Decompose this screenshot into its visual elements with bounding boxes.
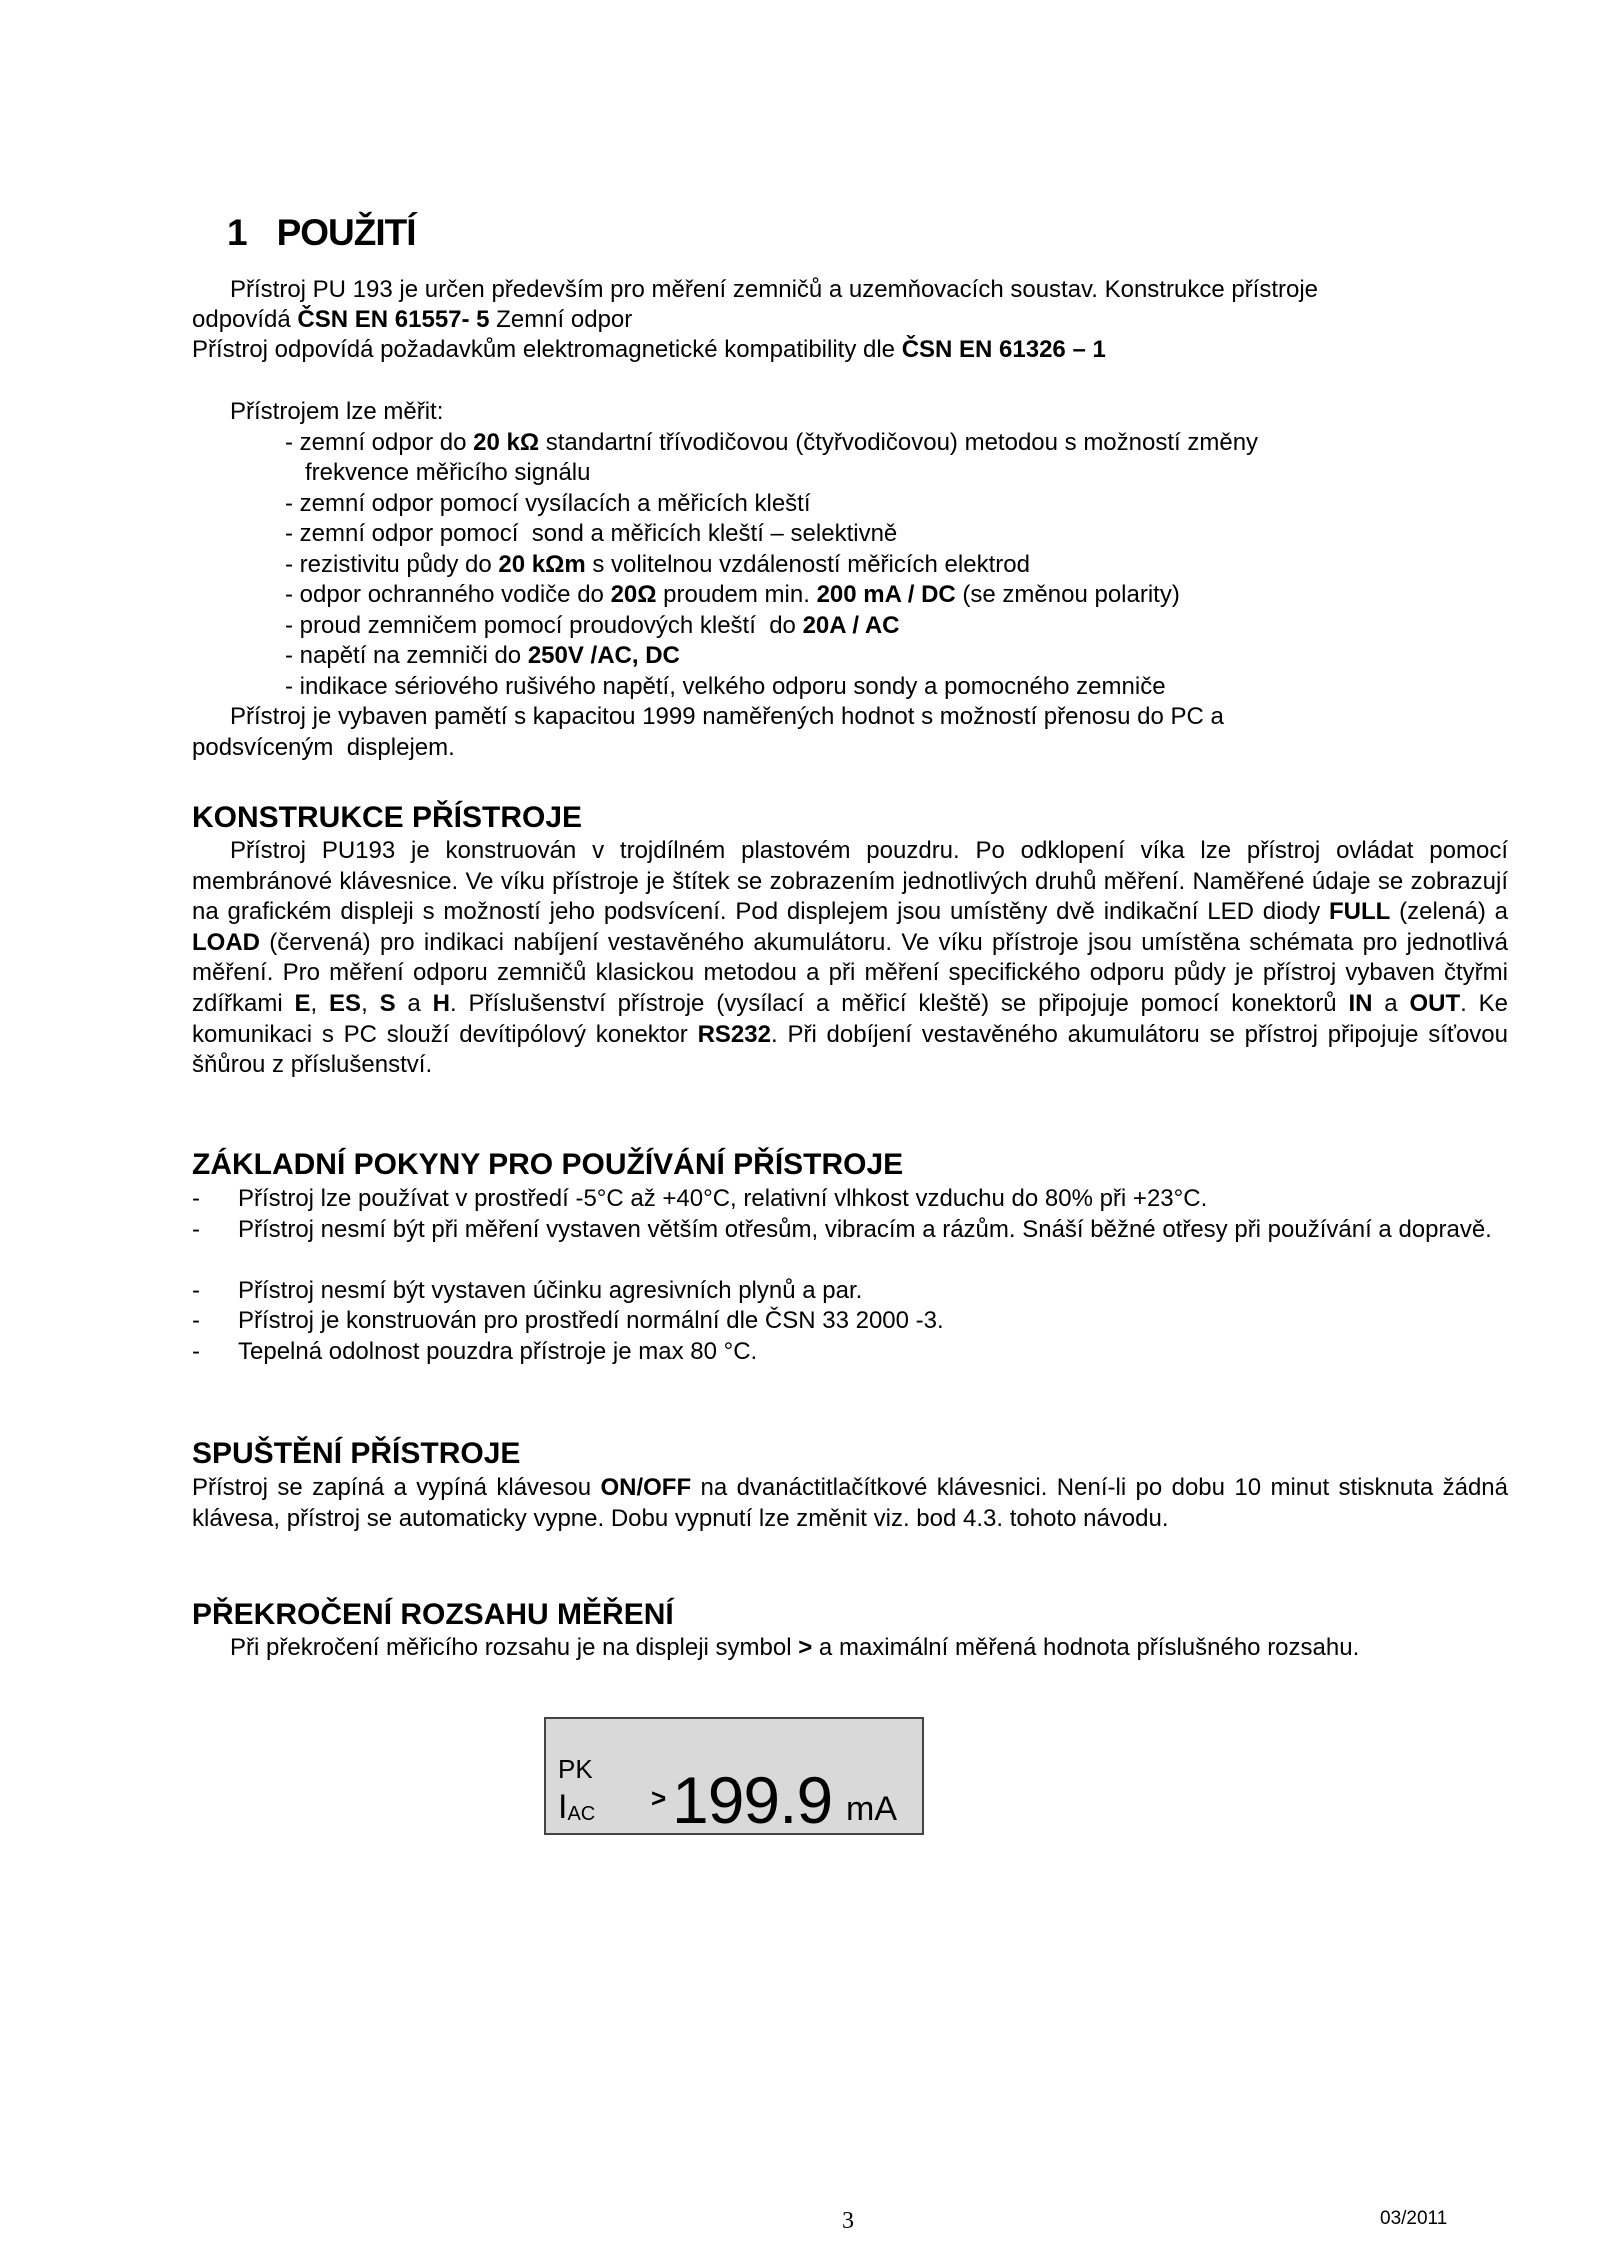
list-item: - Tepelná odolnost pouzdra přístroje je max 80 °C. [192,1338,758,1365]
prekroceni-heading: PŘEKROČENÍ ROZSAHU MĚŘENÍ [192,1598,674,1631]
measure-item: - zemní odpor pomocí sond a měřicích kleští – selektivně [285,520,898,547]
measure-item: - indikace sériového rušivého napětí, velkého odporu sondy a pomocného zemniče [285,673,1166,700]
intro-line: Přístroj odpovídá požadavkům elektromagnetické kompatibility dle ČSN EN 61326 – 1 [192,336,1106,363]
measure-item: - zemní odpor do 20 kΩ standartní třívodičovou (čtyřvodičovou) metodou s možností změny [285,429,1259,456]
pokyny-heading: ZÁKLADNÍ POKYNY PRO POUŽÍVÁNÍ PŘÍSTROJE [192,1148,904,1181]
memory-text: podsvíceným displejem. [192,734,455,761]
measure-item: - proud zemničem pomocí proudových kleští do 20A / AC [285,612,900,639]
section-number: 1 [227,212,247,253]
measure-item: - napětí na zemniči do 250V /AC, DC [285,642,680,669]
lcd-display [544,1717,924,1835]
intro-line: odpovídá ČSN EN 61557- 5 Zemní odpor [192,306,633,333]
spusteni-paragraph: Přístroj se zapíná a vypíná klávesou ON/OFF na dvanáctitlačítkové klávesnici. Není-li po dobu 10 minut stisknuta žádná klávesa, přístroj se automaticky vypne. Dobu vypnutí lze změnit viz. bod 4.3. tohoto návodu. [192,1474,1508,1532]
footer-date: 03/2011 [1380,2208,1448,2229]
measure-item: - rezistivitu půdy do 20 kΩm s volitelnou vzdáleností měřicích elektrod [285,551,1030,578]
konstrukce-paragraph: Přístroj PU193 je konstruován v trojdílném plastovém pouzdru. Po odklopení víka lze přístroj ovládat pomocí membránové klávesnice. Ve víku přístroje je štítek se zobrazením jednotlivých druhů měření. Naměřené údaje se zobrazují na grafickém displeji s možností jeho podsvícení. Pod displejem jsou umístěny dvě indikační LED diody FULL (zelená) a LOAD (červená) pro indikaci nabíjení vestavěného akumulátoru. Ve víku přístroje jsou umístěna schémata pro jednotlivá měření. Pro měření odporu zemničů klasickou metodou a při měření specifického odporu půdy je přístroj vybaven čtyřmi zdířkami E, ES, S a H. Příslušenství přístroje (vysílací a měřicí kleště) se připojuje pomocí konektorů IN a OUT. Ke komunikaci s PC slouží devítipólový konektor RS232. Při dobíjení vestavěného akumulátoru se přístroj připojuje síťovou šňůrou z příslušenství. [192,837,1509,1079]
lcd-overrange-symbol: > [651,1783,667,1813]
section-heading [227,212,416,254]
memory-text: Přístroj je vybaven pamětí s kapacitou 1999 naměřených hodnot s možností přenosu do PC a [230,703,1224,730]
lcd-quantity-label: $I_{AC}$ [558,1788,596,1826]
list-item: - Přístroj je konstruován pro prostředí normální dle ČSN 33 2000 -3. [192,1307,944,1334]
measure-item: - zemní odpor pomocí vysílacích a měřicích kleští [285,490,811,517]
list-item: - Přístroj nesmí být vystaven účinku agresivních plynů a par. [192,1277,863,1304]
list-item: - Přístroj lze používat v prostředí -5°C až +40°C, relativní vlhkost vzduchu do 80% při +23°C. [192,1185,1208,1212]
measure-intro: Přístrojem lze měřit: [230,398,444,425]
page-number: 3 [842,2208,854,2234]
lcd-unit: mA [846,1790,897,1828]
section-title: POUŽITÍ [276,212,416,253]
measure-item: - odpor ochranného vodiče do 20Ω proudem min. 200 mA / DC (se změnou polarity) [285,581,1180,608]
list-item: - Přístroj nesmí být při měření vystaven větším otřesům, vibracím a rázům. Snáší běžné otřesy při používání a dopravě. [192,1216,1492,1243]
lcd-value: 199.9 [672,1763,833,1837]
prekroceni-paragraph: Při překročení měřicího rozsahu je na displeji symbol > a maximální měřená hodnota příslušného rozsahu. [230,1634,1360,1661]
measure-item: frekvence měřicího signálu [285,459,591,486]
lcd-mode-label: PK [558,1754,593,1784]
spusteni-heading: SPUŠTĚNÍ PŘÍSTROJE [192,1437,521,1470]
konstrukce-heading: KONSTRUKCE PŘÍSTROJE [192,801,583,834]
intro-line: Přístroj PU 193 je určen především pro měření zemničů a uzemňovacích soustav. Konstrukce přístroje [230,276,1319,303]
